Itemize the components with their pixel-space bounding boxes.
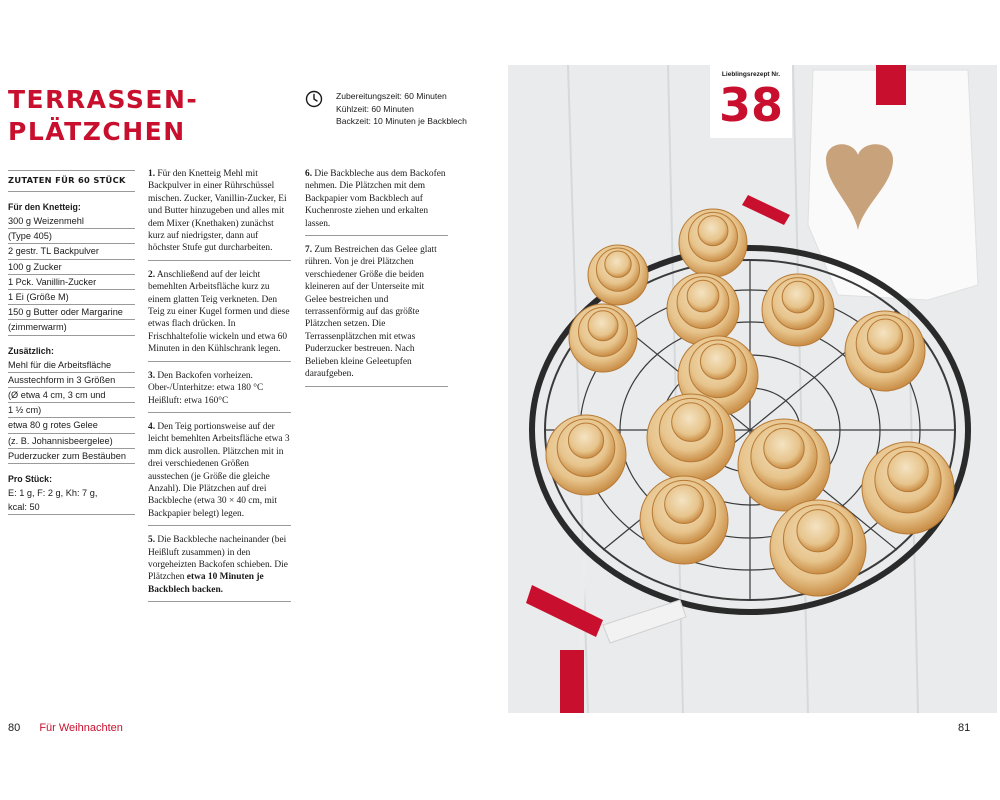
badge-number: 38 (718, 78, 783, 132)
per-piece-kcal: kcal: 50 (8, 500, 135, 515)
step-5-bold: etwa 10 Minuten je Backblech backen. (148, 572, 264, 595)
cookie-shape (867, 319, 902, 354)
cookie-shape (782, 281, 814, 313)
cookie-shape (764, 428, 804, 468)
step-5: 5. Die Backbleche nacheinander (bei Heißluft zusammen) in den vorgeheizten Backofen schieben. Die Plätzchen etwa 10 Minuten je Backblech backen. (148, 534, 291, 602)
bake-time: Backzeit: 10 Minuten je Backblech (336, 116, 467, 126)
page-number-left: 80 (8, 722, 21, 734)
per-piece-values: E: 1 g, F: 2 g, Kh: 7 g, (8, 488, 98, 499)
cookie-shape (797, 510, 839, 552)
cookie-shape (605, 251, 631, 277)
extra-item: (z. B. Johannisbeergelee) (8, 434, 135, 449)
step-3: 3. Den Backofen vorheizen. Ober-/Unterhitze: etwa 180 °C Heißluft: etwa 160°C (148, 370, 291, 413)
section-title: Für Weihnachten (39, 722, 123, 734)
step-2: 2. Anschließend auf der leicht bemehlten Arbeitsfläche kurz zu einem glatten Teig verkneten. Den Teig zu einer Kugel formen und diese etwas flach drücken. In Frischhaltefolie wickeln und etwa 60 Minuten in den Kühlschrank legen. (148, 269, 291, 362)
cookie-shape (672, 403, 711, 442)
badge-label: Lieblingsrezept Nr. (721, 71, 781, 78)
extra-item: Ausstechform in 3 Größen (8, 373, 135, 388)
ingredients-header: ZUTATEN FÜR 60 STÜCK (8, 170, 135, 192)
extra-item: 1 ½ cm) (8, 403, 135, 418)
step-6: 6. Die Backbleche aus dem Backofen nehmen. Die Plätzchen mit dem Backpapier vom Backblech auf Kuchenroste ziehen und erkalten lassen. (305, 168, 448, 236)
dough-item: (zimmerwarm) (8, 320, 135, 335)
extra-item: Puderzucker zum Bestäuben (8, 449, 135, 464)
prep-time: Zubereitungszeit: 60 Minuten (336, 91, 447, 101)
extra-list (8, 358, 135, 464)
extra-item: etwa 80 g rotes Gelee (8, 418, 135, 433)
clock-icon (305, 90, 323, 108)
cookie-shape (687, 280, 719, 312)
dough-label: Für den Knetteig: (8, 202, 81, 212)
cookie-illustration (508, 65, 997, 713)
extra-item: (Ø etwa 4 cm, 3 cm und (8, 388, 135, 403)
cookie-shape (588, 311, 618, 341)
recipe-title-line2: PLÄTZCHEN (8, 117, 186, 146)
cool-time: Kühlzeit: 60 Minuten (336, 103, 414, 114)
per-piece-label: Pro Stück: (8, 474, 52, 485)
dough-item: 1 Ei (Größe M) (8, 290, 135, 305)
recipe-title-line1: TERRASSEN- (8, 85, 199, 114)
dough-item: 2 gestr. TL Backpulver (8, 244, 135, 259)
dough-item: 300 g Weizenmehl (8, 214, 135, 229)
page-number-right: 81 (958, 722, 971, 734)
favorite-badge (710, 65, 792, 138)
dough-item: 1 Pck. Vanillin-Zucker (8, 275, 135, 290)
dough-item: 100 g Zucker (8, 260, 135, 275)
extra-item: Mehl für die Arbeitsfläche (8, 358, 135, 373)
dough-item: (Type 405) (8, 229, 135, 244)
steps-column-1 (148, 168, 291, 610)
ingredients-panel (8, 170, 135, 515)
extra-label: Zusätzlich: (8, 345, 54, 356)
dough-item: 150 g Butter oder Margarine (8, 305, 135, 320)
footer-left (8, 722, 123, 734)
step-7: 7. Zum Bestreichen das Gelee glatt rühren. Von je drei Plätzchen verschiedener Größe die beiden kleineren auf der Unterseite mit Gelee bestreichen und terrassenförmig auf das größte Plätzchen setzen. Die Terrassenplätzchen mit etwas Puderzucker bestreuen. Nach Belieben kleine Geleetupfen daraufgeben. (305, 244, 448, 386)
cookie-photo (508, 65, 997, 713)
step-4: 4. Den Teig portionsweise auf der leicht bemehlten Arbeitsfläche etwa 3 mm dick ausrollen. Plätzchen mit in drei verschiedenen Größen ausstechen (je Größe die gleiche Anzahl). Die Plätzchen auf drei Backbleche (etwa 30 × 40 cm, mit Backpapier belegt) legen. (148, 421, 291, 526)
steps-column-2 (305, 168, 448, 395)
cookie-shape (568, 423, 603, 458)
cookie-shape (700, 344, 735, 379)
dough-list (8, 214, 135, 336)
cookie-shape (888, 451, 928, 491)
cookie-shape (665, 485, 704, 524)
cookie-shape (698, 216, 728, 246)
recipe-title (8, 84, 198, 148)
step-1: 1. Für den Knetteig Mehl mit Backpulver in einer Rührschüssel mischen. Zucker, Vanillin-Zucker, Ei und Butter hinzugeben und alles mit dem Mixer (Knethaken) zunächst kurz auf niedrigster, dann auf höchster Stufe gut durcharbeiten. (148, 168, 291, 261)
